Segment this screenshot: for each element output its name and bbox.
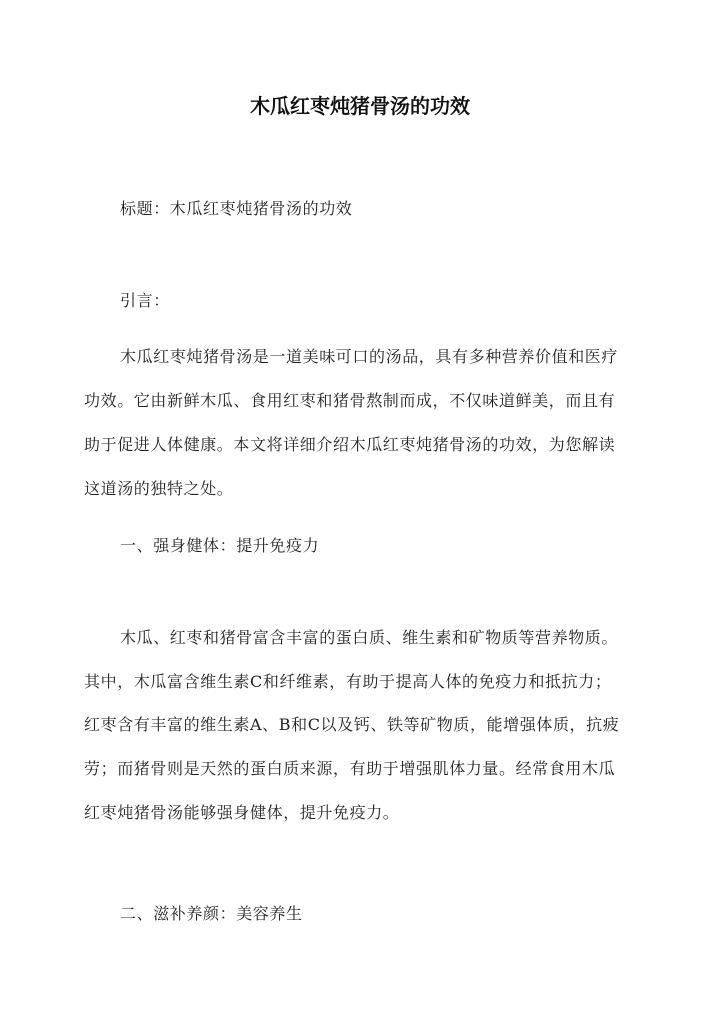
- section1-line: 红枣含有丰富的维生素A、B和C以及钙、铁等矿物质，能增强体质，抗疲: [84, 715, 620, 734]
- section2-heading: 二、滋补养颜：美容养生: [120, 904, 303, 923]
- subtitle-line: 标题：木瓜红枣炖猪骨汤的功效: [120, 199, 353, 218]
- intro-line: 助于促进人体健康。本文将详细介绍木瓜红枣炖猪骨汤的功效，为您解读: [84, 435, 616, 454]
- section1-line: 劳；而猪骨则是天然的蛋白质来源，有助于增强肌体力量。经常食用木瓜: [84, 759, 616, 778]
- section1-line: 木瓜、红枣和猪骨富含丰富的蛋白质、维生素和矿物质等营养物质。: [120, 628, 619, 647]
- intro-line: 这道汤的独特之处。: [84, 479, 234, 498]
- document-title: 木瓜红枣炖猪骨汤的功效: [250, 94, 470, 118]
- intro-line: 木瓜红枣炖猪骨汤是一道美味可口的汤品，具有多种营养价值和医疗: [120, 347, 619, 366]
- section1-line: 其中，木瓜富含维生素C和纤维素，有助于提高人体的免疫力和抵抗力；: [84, 672, 612, 691]
- intro-line: 功效。它由新鲜木瓜、食用红枣和猪骨熬制而成，不仅味道鲜美，而且有: [84, 391, 616, 410]
- intro-heading: 引言：: [120, 291, 170, 310]
- section1-heading: 一、强身健体：提升免疫力: [120, 536, 320, 555]
- section1-line: 红枣炖猪骨汤能够强身健体，提升免疫力。: [84, 803, 400, 822]
